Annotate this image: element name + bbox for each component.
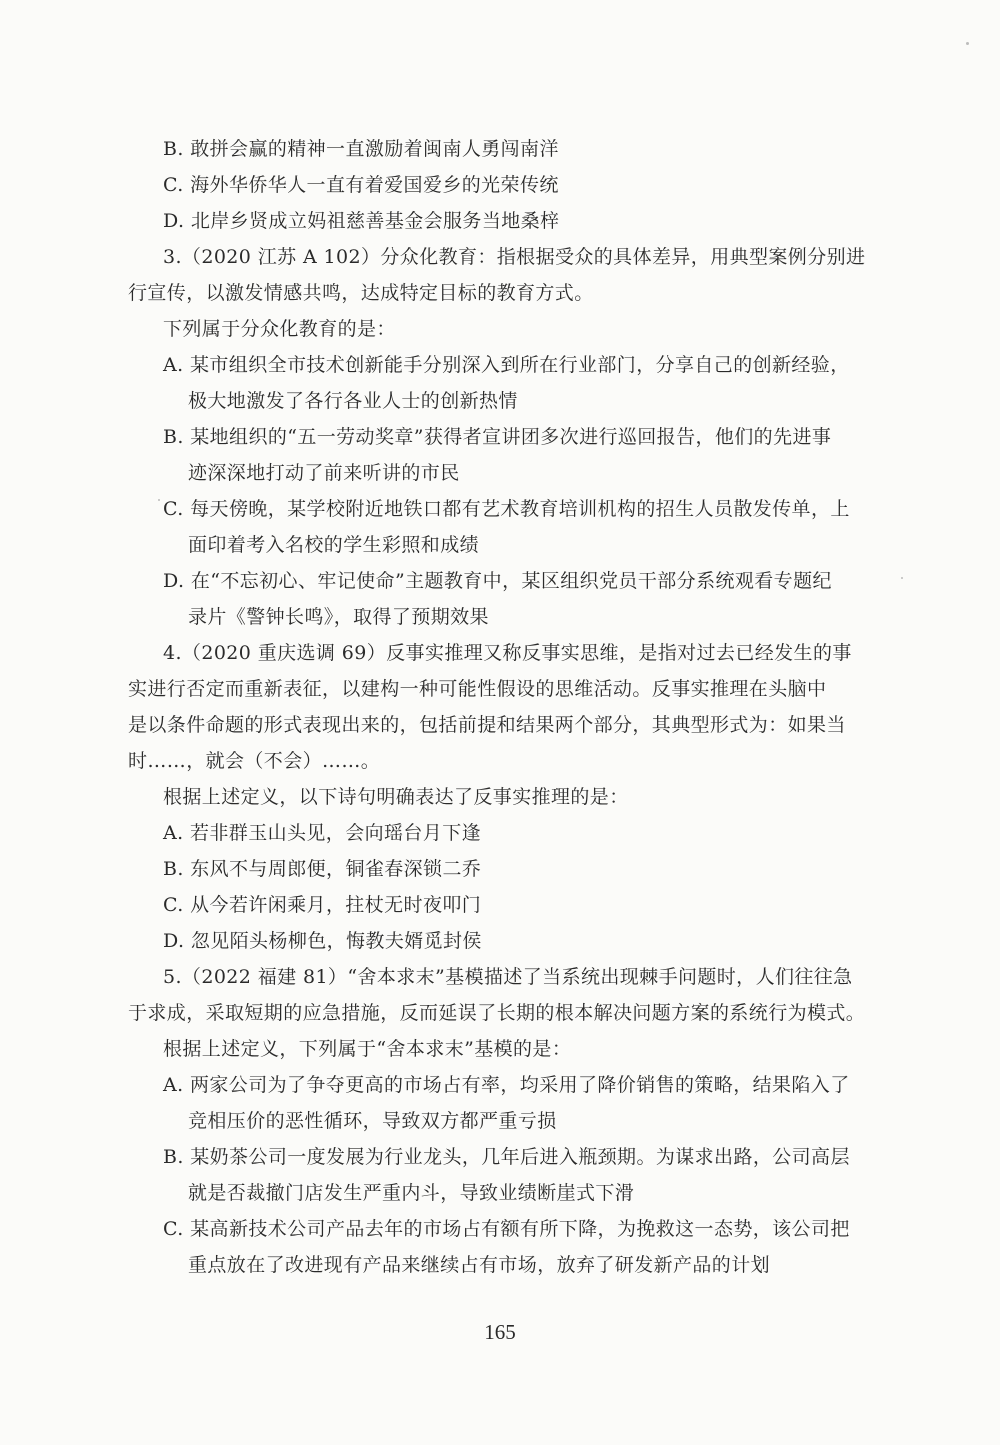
q3-prompt: 下列属于分众化教育的是：	[163, 318, 396, 340]
q4-stem-line-2: 实进行否定而重新表征，以建构一种可能性假设的思维活动。反事实推理在头脑中	[128, 678, 827, 700]
q2-option-b: B. 敢拼会赢的精神一直激励着闽南人勇闯南洋	[163, 138, 559, 160]
q5-stem-line-1: 5.（2022 福建 81）“舍本求末”基模描述了当系统出现棘手问题时，人们往往急	[163, 966, 853, 988]
q4-option-c: C. 从今若许闲乘月，拄杖无时夜叩门	[163, 894, 482, 916]
q4-stem-line-3: 是以条件命题的形式表现出来的，包括前提和结果两个部分，其典型形式为：如果当	[128, 714, 846, 736]
q4-stem-line-4: 时……，就会（不会）……。	[128, 750, 381, 772]
page-number: 165	[484, 1320, 516, 1344]
q5-option-a-line-1: A. 两家公司为了争夺更高的市场占有率，均采用了降价销售的策略，结果陷入了	[163, 1074, 850, 1096]
q3-option-c-line-2: 面印着考入名校的学生彩照和成绩	[188, 534, 480, 556]
q5-option-b-line-1: B. 某奶茶公司一度发展为行业龙头，几年后进入瓶颈期。为谋求出路，公司高层	[163, 1146, 850, 1168]
q5-option-a-line-2: 竞相压价的恶性循环，导致双方都严重亏损	[188, 1110, 557, 1132]
q3-option-b-line-1: B. 某地组织的“五一劳动奖章”获得者宣讲团多次进行巡回报告，他们的先进事	[163, 426, 832, 448]
scan-speck	[901, 577, 903, 579]
q3-option-b-line-2: 迹深深地打动了前来听讲的市民	[188, 462, 460, 484]
q5-prompt: 根据上述定义，下列属于“舍本求末”基模的是：	[163, 1038, 572, 1060]
q4-prompt: 根据上述定义，以下诗句明确表达了反事实推理的是：	[163, 786, 629, 808]
q5-option-c-line-2: 重点放在了改进现有产品来继续占有市场，放弃了研发新产品的计划	[188, 1254, 771, 1276]
q3-option-a-line-2: 极大地激发了各行各业人士的创新热情	[188, 390, 518, 412]
q5-option-c-line-1: C. 某高新技术公司产品去年的市场占有额有所下降，为挽救这一态势，该公司把	[163, 1218, 850, 1240]
scan-speck	[158, 499, 160, 501]
q3-option-a-line-1: A. 某市组织全市技术创新能手分别深入到所在行业部门，分享自己的创新经验，	[163, 354, 850, 376]
q4-option-b: B. 东风不与周郎便，铜雀春深锁二乔	[163, 858, 482, 880]
q3-stem-line-1: 3.（2020 江苏 A 102）分众化教育：指根据受众的具体差异，用典型案例分别进	[163, 246, 866, 268]
q3-stem-line-2: 行宣传，以激发情感共鸣，达成特定目标的教育方式。	[128, 282, 594, 304]
scan-speck	[966, 42, 969, 45]
q4-option-d: D. 忽见陌头杨柳色，悔教夫婿觅封侯	[163, 930, 482, 952]
q4-option-a: A. 若非群玉山头见，会向瑶台月下逢	[163, 822, 482, 844]
q4-stem-line-1: 4.（2020 重庆选调 69）反事实推理又称反事实思维，是指对过去已经发生的事	[163, 642, 852, 664]
q2-option-d: D. 北岸乡贤成立妈祖慈善基金会服务当地桑梓	[163, 210, 560, 232]
q5-stem-line-2: 于求成，采取短期的应急措施，反而延误了长期的根本解决问题方案的系统行为模式。	[128, 1002, 866, 1024]
q3-option-d-line-1: D. 在“不忘初心、牢记使命”主题教育中，某区组织党员干部分系统观看专题纪	[163, 570, 832, 592]
q2-option-c: C. 海外华侨华人一直有着爱国爱乡的光荣传统	[163, 174, 559, 196]
q3-option-d-line-2: 录片《警钟长鸣》，取得了预期效果	[188, 606, 489, 628]
q3-option-c-line-1: C. 每天傍晚，某学校附近地铁口都有艺术教育培训机构的招生人员散发传单，上	[163, 498, 850, 520]
q5-option-b-line-2: 就是否裁撤门店发生严重内斗，导致业绩断崖式下滑	[188, 1182, 635, 1204]
